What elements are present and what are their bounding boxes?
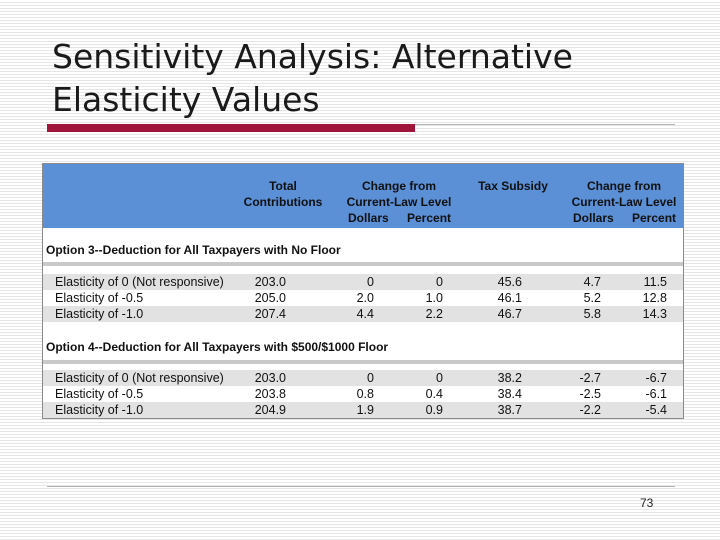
cell-subsidy-dollars: -2.2: [579, 403, 601, 417]
cell-tax-subsidy: 38.2: [497, 371, 522, 385]
table-header: [43, 164, 683, 228]
cell-total: 205.0: [254, 291, 286, 305]
row-label: Elasticity of 0 (Not responsive): [55, 371, 224, 385]
slide-title-line-2: Elasticity Values: [52, 80, 320, 119]
cell-dollars: 4.4: [356, 307, 374, 321]
cell-subsidy-percent: 11.5: [643, 275, 667, 289]
cell-total: 204.9: [254, 403, 286, 417]
header-dollars-2: Dollars: [573, 211, 614, 225]
cell-tax-subsidy: 45.6: [497, 275, 522, 289]
cell-total: 203.0: [254, 275, 286, 289]
header-tax-subsidy: Tax Subsidy: [478, 179, 548, 193]
title-accent-rule: [47, 124, 415, 132]
cell-dollars: 0.8: [356, 387, 374, 401]
cell-tax-subsidy: 38.4: [497, 387, 522, 401]
cell-percent: 1.0: [425, 291, 443, 305]
section-title-option-3: Option 3--Deduction for All Taxpayers with No Floor: [46, 243, 341, 257]
cell-subsidy-percent: 12.8: [642, 291, 667, 305]
table-row: [43, 306, 683, 322]
slide-title-line-1: Sensitivity Analysis: Alternative: [52, 37, 573, 76]
row-label: Elasticity of -0.5: [55, 387, 144, 401]
header-subsidy-change: [562, 178, 686, 210]
table-row: [43, 370, 683, 386]
elasticity-table: [42, 163, 684, 419]
cell-subsidy-percent: -5.4: [645, 403, 667, 417]
section-title-option-4: Option 4--Deduction for All Taxpayers with $500/$1000 Floor: [46, 340, 389, 354]
table-row: [43, 386, 683, 402]
header-change2-line-1: Change from: [586, 179, 661, 193]
cell-percent: 0.4: [425, 387, 443, 401]
header-percent-1: Percent: [407, 211, 452, 225]
header-percent-2: Percent: [632, 211, 677, 225]
row-label: Elasticity of 0 (Not responsive): [55, 275, 224, 289]
cell-subsidy-dollars: 5.2: [583, 291, 601, 305]
cell-tax-subsidy: 46.7: [497, 307, 522, 321]
section-separator: [43, 360, 683, 364]
table-row: [43, 290, 683, 306]
cell-tax-subsidy: 38.7: [497, 403, 522, 417]
header-total-line-2: Contributions: [243, 195, 323, 209]
cell-dollars: 0: [367, 275, 374, 289]
cell-subsidy-dollars: -2.5: [579, 387, 601, 401]
title-divider-rule: [415, 124, 675, 125]
header-total-line-1: Total: [269, 179, 297, 193]
cell-subsidy-dollars: -2.7: [579, 371, 601, 385]
cell-percent: 0: [436, 371, 443, 385]
header-change2-line-2: Current-Law Level: [571, 195, 677, 209]
cell-dollars: 1.9: [356, 403, 374, 417]
cell-dollars: 2.0: [356, 291, 374, 305]
section-separator: [43, 262, 683, 266]
cell-tax-subsidy: 46.1: [497, 291, 522, 305]
cell-total: 203.8: [254, 387, 286, 401]
cell-subsidy-percent: -6.1: [645, 387, 667, 401]
cell-percent: 0: [436, 275, 443, 289]
cell-percent: 0.9: [425, 403, 443, 417]
row-label: Elasticity of -1.0: [55, 307, 144, 321]
header-change1-line-1: Change from: [361, 179, 436, 193]
cell-subsidy-dollars: 4.7: [583, 275, 601, 289]
header-dollars-1: Dollars: [348, 211, 389, 225]
cell-subsidy-percent: 14.3: [642, 307, 667, 321]
cell-dollars: 0: [367, 371, 374, 385]
footer-rule: [47, 486, 675, 487]
header-total-contributions: [238, 178, 328, 210]
cell-total: 207.4: [254, 307, 286, 321]
row-label: Elasticity of -1.0: [55, 403, 144, 417]
table-row: [43, 274, 683, 290]
page-number: 73: [640, 496, 654, 510]
table-row: [43, 402, 683, 418]
header-change-from-current-law: [339, 178, 459, 210]
slide-title: [52, 35, 692, 121]
cell-subsidy-dollars: 5.8: [583, 307, 601, 321]
header-change1-line-2: Current-Law Level: [346, 195, 452, 209]
cell-total: 203.0: [254, 371, 286, 385]
cell-percent: 2.2: [425, 307, 443, 321]
cell-subsidy-percent: -6.7: [645, 371, 667, 385]
row-label: Elasticity of -0.5: [55, 291, 144, 305]
